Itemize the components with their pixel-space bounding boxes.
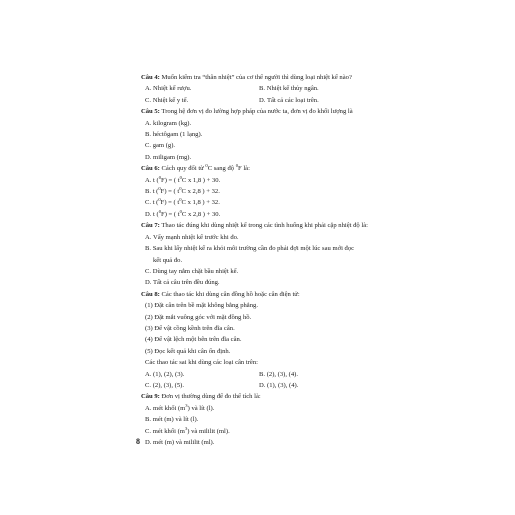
question-8-options-row-1: [141, 369, 387, 380]
question-6-text-end: là:: [241, 165, 250, 173]
option-text: A. mét khối (m: [145, 404, 186, 412]
option-text: C x 2,8 ) + 32.: [181, 188, 220, 196]
question-9-text: Đơn vị thường dùng để đo thể tích là:: [159, 393, 261, 401]
question-6-number: Câu 6:: [141, 165, 160, 173]
question-4-option-d: D. Tất cả các loại trên.: [259, 96, 319, 104]
question-7-option-a: A. Vẩy mạnh nhiệt kế trước khi đo.: [145, 233, 239, 241]
option-text: C x 2,8 ) + 30.: [181, 210, 221, 218]
question-5-number: Câu 5:: [141, 108, 160, 116]
question-5-option-b: B. héctôgam (1 lạng).: [145, 131, 203, 139]
option-text: C x 1,8 ) + 30.: [181, 176, 221, 184]
option-text: D. t (: [145, 210, 159, 218]
question-4: [141, 72, 387, 83]
degree-sign: 0: [205, 163, 208, 169]
option-text: B. t (: [145, 188, 159, 196]
page-number: 8: [136, 437, 140, 446]
question-6: [141, 163, 387, 174]
option-text: F) = ( t: [161, 210, 180, 218]
degree-sign: 0: [179, 208, 182, 214]
question-8: [141, 289, 387, 300]
question-7-option-b-continued: kết quả đo.: [153, 256, 183, 264]
question-8-option-c: C. (2), (3), (5).: [145, 381, 185, 389]
question-5-option-c: C. gam (g).: [145, 142, 176, 150]
degree-sign: 0: [179, 174, 182, 180]
question-7: [141, 220, 387, 231]
option-text: C. t (: [145, 199, 159, 207]
question-4-options-row-2: [141, 95, 387, 106]
cube-exponent: 3: [184, 425, 188, 431]
option-text: C x 1,8 ) + 32.: [181, 199, 220, 207]
question-8-number: Câu 8:: [141, 290, 160, 298]
question-4-number: Câu 4:: [141, 74, 160, 81]
question-8-options-row-2: [141, 380, 387, 391]
question-8-option-a: A. (1), (2), (3).: [145, 370, 185, 378]
question-7-option-c: C. Dùng tay nắm chặt bầu nhiệt kế.: [145, 267, 239, 275]
question-4-option-b: B. Nhiệt kế thủy ngân.: [259, 85, 319, 93]
degree-sign: 0: [158, 208, 162, 214]
question-7-option-b: B. Sau khi lấy nhiệt kế ra khỏi môi trường cần đo phải đợi một lúc sau mới đọc: [145, 245, 355, 253]
question-7-option-d: D. Tất cả câu trên đều đúng.: [145, 279, 220, 287]
question-6-option-d: [141, 209, 387, 220]
question-7-text: Thao tác đúng khi dùng nhiệt kế trong các tình huống khi phải cặp nhiệt độ là:: [159, 222, 368, 230]
degree-sign: 0: [179, 186, 182, 192]
question-8-step-4: (4) Để vật lệch một bên trên đĩa cân.: [145, 336, 242, 344]
question-8-step-1: (1) Đặt cân trên bề mặt không bằng phẳng.: [145, 302, 258, 310]
question-4-option-a: A. Nhiệt kế rượu.: [145, 85, 192, 93]
question-8-step-2: (2) Đặt mắt vuông góc với mặt đồng hồ.: [145, 313, 252, 321]
question-9-option-d: D. mét (m) và mililit (ml).: [145, 439, 215, 446]
question-8-step-5: (5) Đọc kết quả khi cân ổn định.: [145, 347, 231, 355]
question-4-options-row-1: [141, 83, 387, 94]
question-9-option-b: B. mét (m) và lít (l).: [145, 416, 199, 424]
question-6-text-pre: Cách quy đổi từ: [159, 165, 206, 173]
celsius-unit: C: [207, 165, 213, 173]
question-5: [141, 106, 387, 117]
cube-exponent: 3: [185, 402, 188, 408]
degree-sign: 0: [179, 197, 182, 203]
question-list: [141, 72, 387, 448]
question-8-option-d: D. (1), (3), (4).: [259, 381, 299, 389]
question-6-text-mid: sang độ: [212, 165, 236, 173]
question-5-option-d: D. miligam (mg).: [145, 153, 192, 161]
question-8-prompt: Các thao tác sai khi dùng các loại cân trên:: [145, 359, 258, 367]
question-5-text: Trong hệ đơn vị đo lường hợp pháp của nước ta, đơn vị đo khối lượng là: [159, 108, 353, 116]
question-9-option-a: [141, 403, 387, 414]
option-text: C. mét khối (m: [145, 427, 185, 435]
degree-sign: 0: [158, 174, 162, 180]
fahrenheit-unit: F: [238, 165, 242, 173]
question-6-option-b: [141, 186, 387, 197]
question-8-text: Các thao tác khi dùng cân đồng hồ hoặc cân điện tử:: [159, 290, 300, 298]
question-9: [141, 391, 387, 402]
question-5-option-a: A. kilogram (kg).: [145, 119, 192, 127]
question-7-number: Câu 7:: [141, 222, 160, 230]
option-text: F) = ( t: [161, 176, 180, 184]
option-text: F) = ( t: [160, 188, 180, 196]
question-8-step-3: (3) Để vật cồng kềnh trên đĩa cân.: [145, 324, 235, 332]
question-6-option-c: [141, 197, 387, 208]
degree-sign: 0: [158, 186, 161, 192]
option-text: A. t (: [145, 176, 159, 184]
option-text: F) = ( t: [160, 199, 180, 207]
question-4-option-c: C. Nhiệt kế y tế.: [145, 96, 189, 104]
degree-sign: 0: [158, 197, 161, 203]
question-9-option-c: [141, 426, 387, 437]
degree-sign: 0: [235, 163, 239, 169]
question-4-text: Muốn kiểm tra “thân nhiệt” của cơ thể người thì dùng loại nhiệt kế nào?: [159, 74, 352, 81]
question-9-number: Câu 9:: [141, 393, 160, 401]
question-6-option-a: [141, 175, 387, 186]
option-text: ) và mililit (ml).: [187, 427, 230, 435]
option-text: ) và lít (l).: [187, 404, 215, 412]
question-8-option-b: B. (2), (3), (4).: [259, 370, 299, 378]
